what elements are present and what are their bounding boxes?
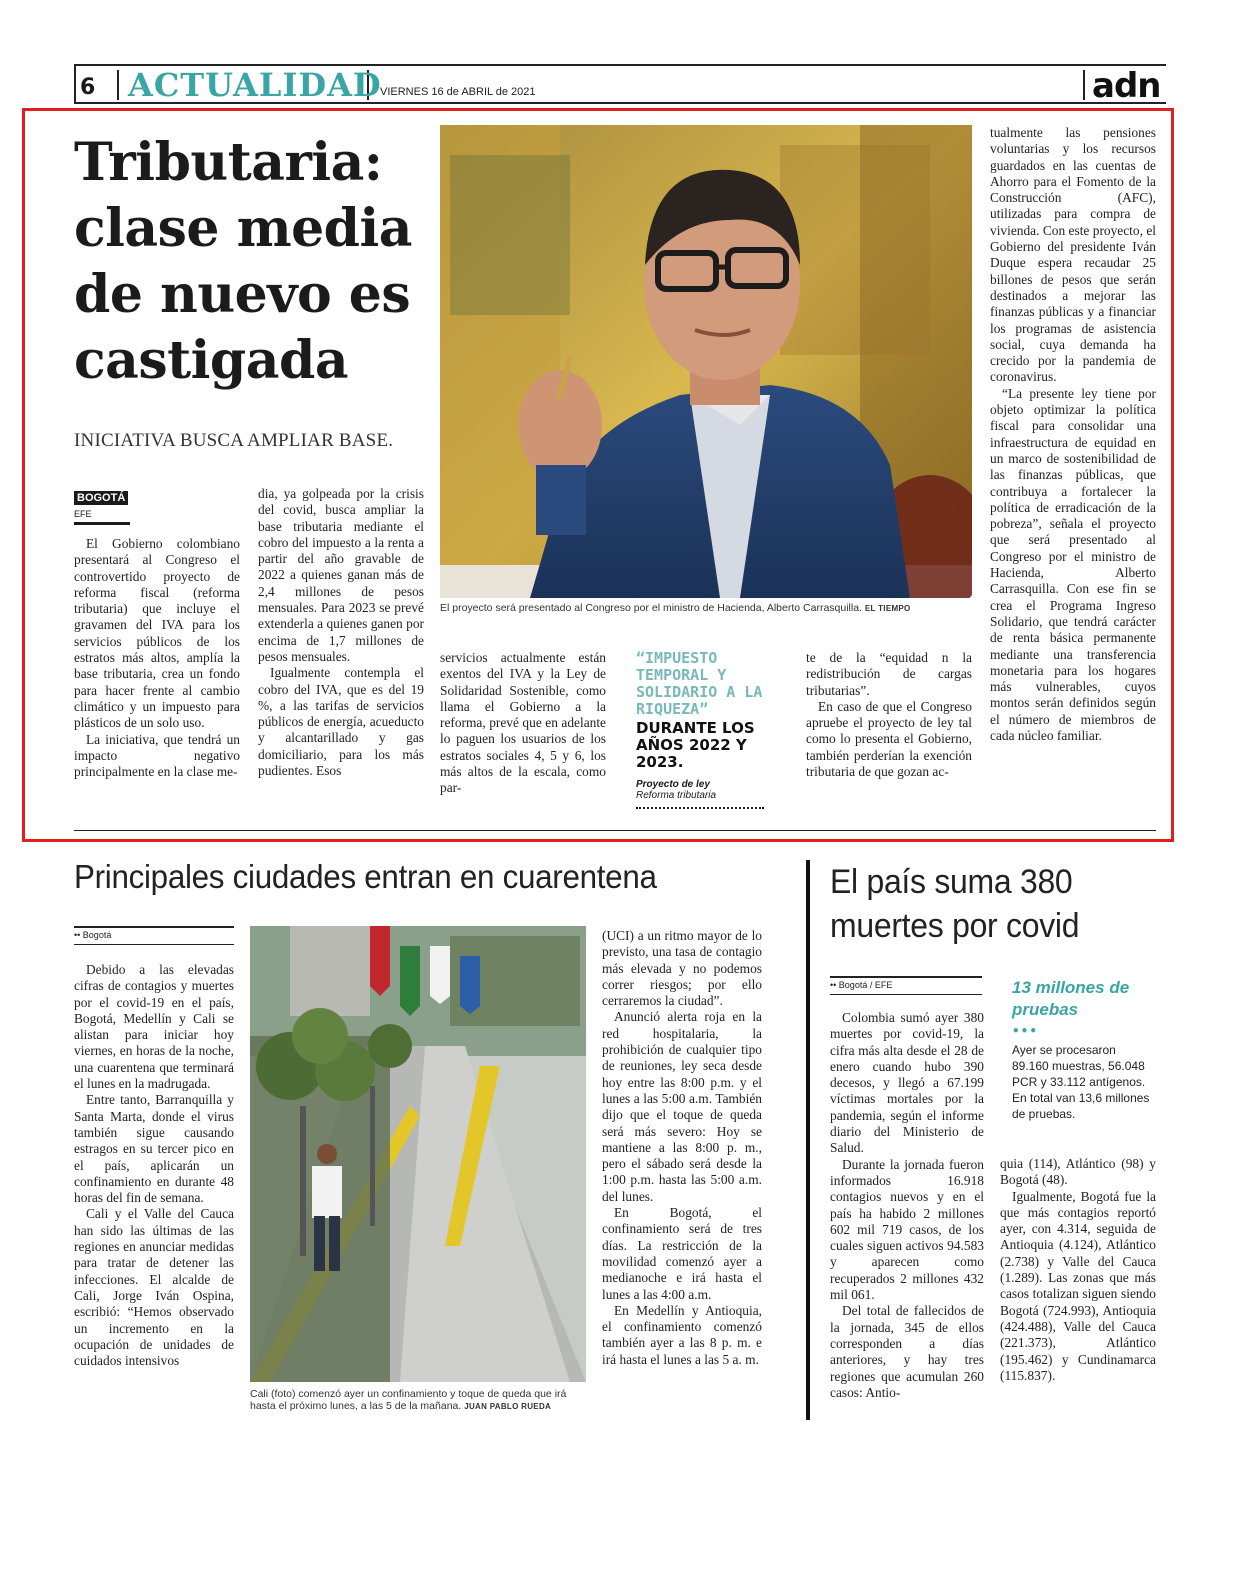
- sidebar-dots: •••: [1012, 1024, 1039, 1038]
- byline-rule: [74, 522, 130, 525]
- photo-credit: JUAN PABLO RUEDA: [464, 1402, 552, 1411]
- caption-text: El proyecto será presentado al Congreso por el ministro de Hacienda, Alberto Carrasquilla.: [440, 602, 862, 614]
- byline-rule-bottom: [74, 944, 234, 945]
- pull-quote-dotted-rule: [636, 807, 764, 809]
- header-divider: [117, 70, 119, 100]
- paragraph: Durante la jornada fueron informados 16.918 contagios nuevos y en el país ha habido 2 millones 602 mil 719 casos, de los cuales siguen activos 94.583 y aparecen como recuperados 2 millones 432 mil 061.: [830, 1156, 984, 1303]
- covid-headline: El país suma 380 muertes por covid: [830, 863, 1080, 945]
- header-divider: [74, 64, 76, 102]
- cuarentena-column-2: [602, 928, 762, 1368]
- main-column-3: [440, 650, 606, 797]
- byline-rule-top: [74, 926, 234, 928]
- pull-quote-source-sub: Reforma tributaria: [636, 790, 717, 801]
- paragraph: quia (114), Atlántico (98) y Bogotá (48).: [1000, 1156, 1156, 1188]
- issue-date: VIERNES 16 de ABRIL de 2021: [380, 86, 536, 98]
- covid-byline: •• Bogotá / EFE: [830, 980, 893, 990]
- paragraph: Igualmente, Bogotá fue la que más contagios reportó ayer, con 4.314, seguida de Antioquia (4.124), Atlántico (2.738) y Valle del Cauca (1.289). Las zonas que más casos totalizan siguen siendo Bogotá (724.993), Antioquia (424.488), Valle del Cauca (221.373), Atlántico (195.462) y Cundinamarca (115.837).: [1000, 1188, 1156, 1383]
- sidebar-title: 13 millones de pruebas: [1012, 978, 1130, 1019]
- main-byline: [74, 486, 130, 525]
- minister-photo: [440, 125, 972, 598]
- paragraph: En Medellín y Antioquia, el confinamiento comenzó también ayer a las 8 p. m. e irá hasta el lunes a las 5 a. m.: [602, 1302, 762, 1367]
- pull-quote-box: [636, 650, 766, 809]
- paragraph: Debido a las elevadas cifras de contagios y muertes por el covid-19 en el país, Bogotá, Medellín y Cali se alistan para iniciar hoy viernes, en horas de la noche, una cuarentena que terminará el lunes en la madrugada.: [74, 962, 234, 1092]
- paragraph: Colombia sumó ayer 380 muertes por covid-19, la cifra más alta desde el 28 de enero cuando hubo 390 decesos, y llegó a 67.199 víctimas mortales por la pandemia, según el informe diario del Ministerio de Salud.: [830, 1010, 984, 1156]
- main-subhead: INICIATIVA BUSCA AMPLIAR BASE.: [74, 430, 394, 451]
- sidebar-body: Ayer se procesaron 89.160 muestras, 56.048 PCR y 33.112 antígenos. En total van 13,6 millones de pruebas.: [1012, 1043, 1150, 1121]
- byline-rule-top: [830, 976, 982, 978]
- page-number: 6: [80, 75, 96, 100]
- paragraph: “La presente ley tiene por objeto optimizar la política fiscal para consolidar una infraestructura de equidad en un marco de sostenibilidad de las finanzas públicas, que contribuya a fortalecer la política de erradicación de la pobreza”, señala el proyecto que será presentado al Congreso por el ministro de Hacienda, Alberto Carrasquilla. Con ese fin se crea el Programa Ingreso Solidario, que tendrá carácter de renta básica permanente mediante una transferencia monetaria para los hogares más vulnerables, cuyos montos serán definidos según el número de miembros de cada núcleo familiar.: [990, 385, 1156, 743]
- covid-column-1: [830, 1010, 984, 1401]
- covid-column-2: [1000, 1156, 1156, 1384]
- cuarentena-headline: Principales ciudades entran en cuarentena: [74, 858, 657, 895]
- paragraph: tualmente las pensiones voluntarias y los recursos guardados en las cuentas de Ahorro para el Fomento de la Construcción (AFC), utilizadas para compra de vivienda. Con este proyecto, el Gobierno del presidente Iván Duque espera recaudar 25 billones de pesos que serán destinados a mejorar las finanzas públicas y a financiar los programas de asistencia social, cuya demanda ha crecido por la pandemia de coronavirus.: [990, 125, 1156, 385]
- main-photo-caption: [440, 602, 972, 614]
- main-column-5: [990, 125, 1156, 744]
- cali-photo-caption: [250, 1388, 586, 1412]
- header-divider: [1083, 70, 1085, 100]
- paragraph: En caso de que el Congreso apruebe el proyecto de ley tal como lo presenta el Gobierno, también perderían la exención tributaria de que gozan ac-: [806, 698, 972, 780]
- paragraph: Anunció alerta roja en la red hospitalaria, la prohibición de cualquier tipo de reuniones, ley seca desde hoy entre las 8:00 p.m. y el lunes a las 5:00 a.m. También dijo que el toque de queda será más severo: Hoy se mantiene a las 8:00 p. m., pero el sábado será desde la 1:00 p.m. hasta las 5:00 a.m. del lunes.: [602, 1009, 762, 1204]
- paragraph: servicios actualmente están exentos del IVA y la Ley de Solidaridad Sostenible, como llama el Gobierno a la reforma, prevé que en adelante lo paguen los usuarios de los estratos sociales 4, 5 y 6, los más altos de la escala, como par-: [440, 650, 606, 796]
- byline-rule-bottom: [830, 994, 982, 995]
- main-column-2: [258, 486, 424, 779]
- paragraph: Del total de fallecidos de la jornada, 345 de ellos corresponden a días anteriores, y hay tres regiones que acumulan 260 casos: Antio-: [830, 1303, 984, 1400]
- section-divider: [74, 830, 1156, 831]
- photo-credit: EL TIEMPO: [864, 604, 911, 613]
- pull-quote-source: Proyecto de ley: [636, 779, 710, 790]
- caption-text: Cali (foto) comenzó ayer un confinamiento y toque de queda que irá hasta el próximo lunes, a las 5 de la mañana.: [250, 1388, 567, 1412]
- paragraph: El Gobierno colombiano presentará al Congreso el controvertido proyecto de reforma fiscal (reforma tributaria) que incluye el gravamen del IVA para los servicios públicos de los estratos más altos, amplía la base tributaria, crea un fondo para hacer frente al cambio climático y un impuesto para plásticos de un solo uso.: [74, 536, 240, 731]
- cuarentena-column-1: [74, 962, 234, 1369]
- main-headline: Tributaria: clase media de nuevo es castigada: [74, 132, 412, 391]
- byline-agency: EFE: [74, 509, 92, 519]
- paragraph: Igualmente contempla el cobro del IVA, que es del 19 %, a las tarifas de servicios públicos de energía, acueducto y alcantarillado y gas domiciliario, para los más pudientes. Esos: [258, 665, 424, 779]
- cuarentena-byline: •• Bogotá: [74, 930, 112, 940]
- byline-city: BOGOTÁ: [74, 491, 128, 505]
- paragraph: En Bogotá, el confinamiento será de tres días. La restricción de la movilidad comenzó ayer a medianoche e irá hasta el lunes a las 4:00 a.m.: [602, 1205, 762, 1302]
- column-divider: [806, 860, 810, 1420]
- paragraph: La iniciativa, que tendrá un impacto negativo principalmente en la clase me-: [74, 731, 240, 780]
- main-column-4: [806, 650, 972, 780]
- paragraph: Cali y el Valle del Cauca han sido las últimas de las regiones en anunciar medidas para tratar de detener las infecciones. El alcalde de Cali, Jorge Iván Ospina, escribió: “Hemos observado un incremento en la ocupación de unidades de cuidados intensivos: [74, 1206, 234, 1369]
- pull-quote-highlight: DURANTE LOS AÑOS 2022 Y 2023.: [636, 719, 755, 771]
- paragraph: dia, ya golpeada por la crisis del covid, busca ampliar la base tributaria mediante el cobro del impuesto a la renta a partir del año gravable de 2022 a quienes ganan más de 2,4 millones de pesos mensuales. Para 2023 se prevé extenderla a quienes ganen por encima de 1,7 millones de pesos mensuales.: [258, 486, 424, 664]
- paragraph: Entre tanto, Barranquilla y Santa Marta, donde el virus también sigue causando estragos en su tercer pico en el país, aplicarán un confinamiento en durante 48 horas del fin de semana.: [74, 1092, 234, 1206]
- main-column-1: [74, 536, 240, 780]
- section-title: ACTUALIDAD: [128, 66, 382, 104]
- cali-street-photo: [250, 926, 586, 1382]
- paragraph: (UCI) a un ritmo mayor de lo previsto, una tasa de contagio más elevada y no podemos correr riesgos; por ello cerraremos la ciudad”.: [602, 928, 762, 1009]
- pull-quote: “IMPUESTO TEMPORAL Y SOLIDARIO A LA RIQUEZA”: [636, 649, 763, 718]
- paragraph: te de la “equidad n la redistribución de cargas tributarias”.: [806, 650, 972, 698]
- adn-logo: adn: [1092, 66, 1161, 106]
